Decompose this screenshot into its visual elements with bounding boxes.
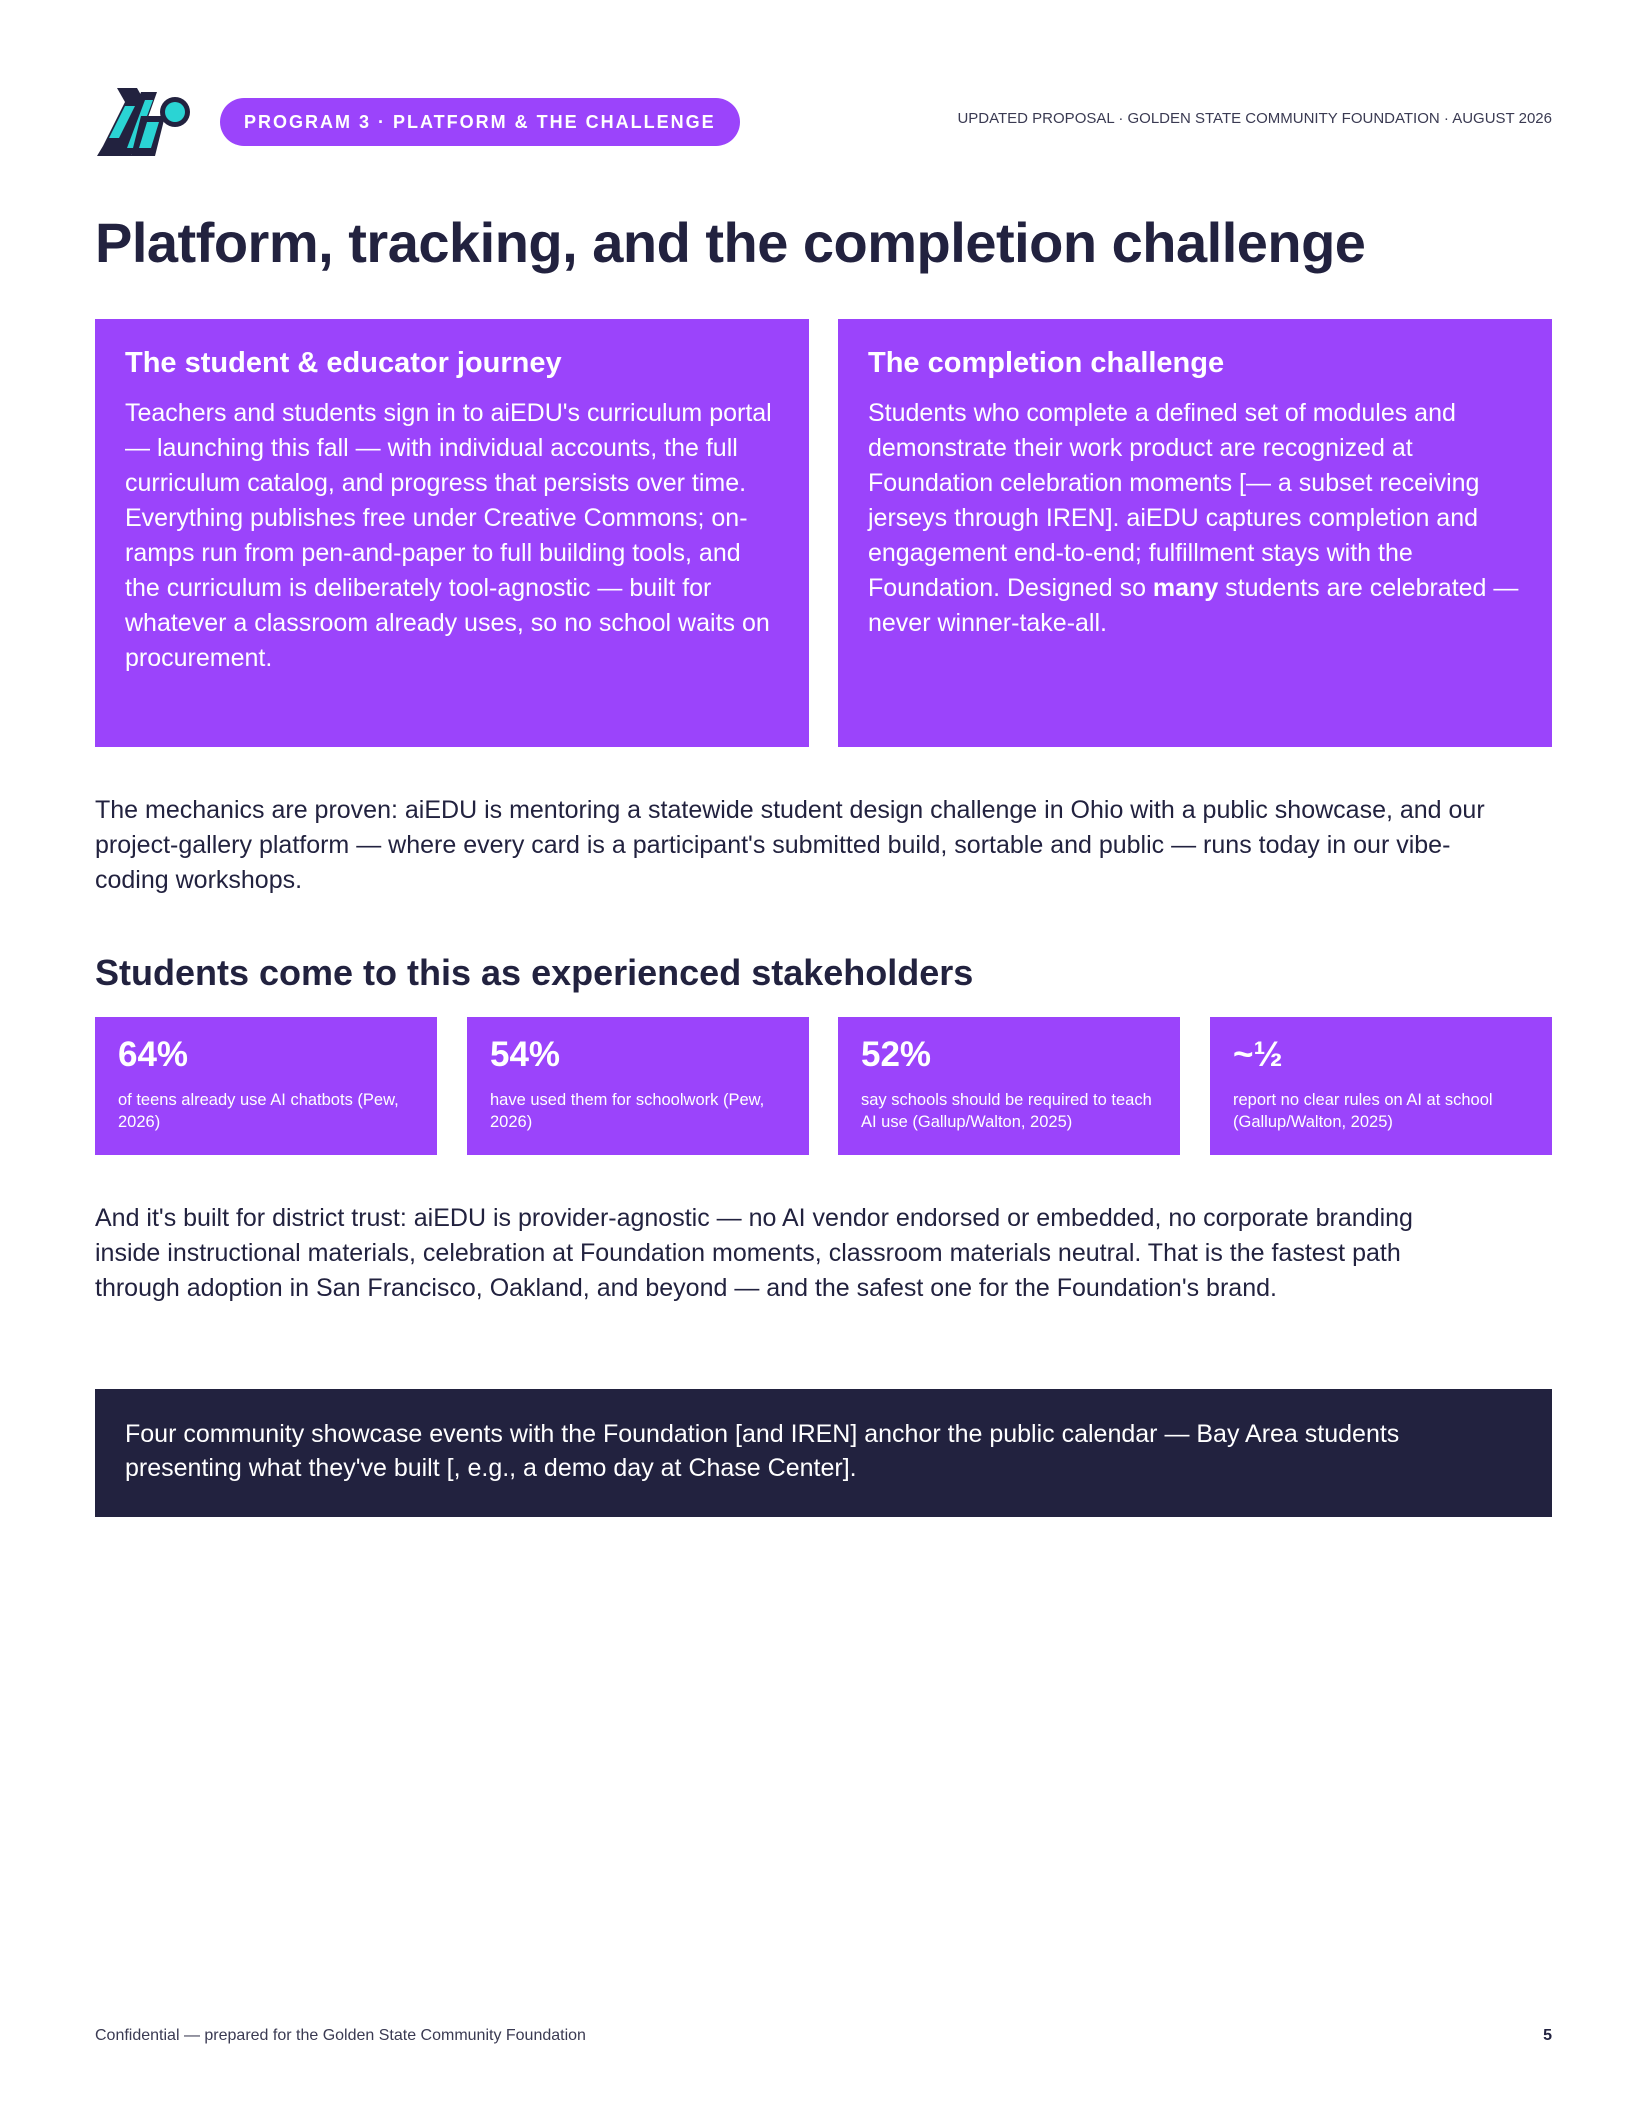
mechanics-paragraph: The mechanics are proven: aiEDU is mentoring a statewide student design challenge in Ohio with a public showcase, and our project-gallery platform — where every card is a participant's submitted build, sortable and public — runs today in our vibe-coding workshops.	[95, 796, 1485, 894]
stat-card	[467, 1017, 809, 1155]
stat-description: have used them for schoolwork (Pew, 2026)	[490, 1091, 765, 1131]
completion-card-heading: The completion challenge	[868, 347, 1225, 379]
completion-card	[838, 319, 1552, 747]
stat-card	[95, 1017, 437, 1155]
journey-card-text: Teachers and students sign in to aiEDU's curriculum portal — launching this fall — with individual accounts, the full curriculum catalog, and progress that persists over time. Everything publishes free under Creative Commons; on-ramps run from pen-and-paper to full building tools, and the curriculum is deliberately tool-agnostic — built for whatever a classroom already uses, so no school waits on procurement.	[125, 399, 772, 672]
footer-confidential: Confidential — prepared for the Golden State Community Foundation	[95, 2027, 586, 2044]
stat-card	[1210, 1017, 1552, 1155]
stat-description: of teens already use AI chatbots (Pew, 2026)	[118, 1091, 399, 1131]
page-header	[95, 86, 1552, 158]
showcase-callout: Four community showcase events with the Foundation [and IREN] anchor the public calendar — Bay Area students presenting what they've built [, e.g., a demo day at Chase Center].	[95, 1389, 1552, 1517]
stat-value: ~½	[1233, 1035, 1283, 1074]
stat-card	[838, 1017, 1180, 1155]
stat-value: 52%	[861, 1035, 932, 1074]
completion-card-text	[868, 396, 1522, 641]
stat-value: 64%	[118, 1035, 189, 1074]
stat-description: report no clear rules on AI at school (Gallup/Walton, 2025)	[1233, 1091, 1493, 1131]
journey-card-heading: The student & educator journey	[125, 347, 562, 379]
page-title: Platform, tracking, and the completion challenge	[95, 211, 1366, 274]
completion-text-part1: Students who complete a defined set of modules and demonstrate their work product are recognized at Foundation celebration moments [— a subset receiving jerseys through IREN]. aiEDU captures completion and engagement end-to-end; fulfillment stays with the Foundation. Designed so	[868, 399, 1480, 602]
page-number: 5	[1543, 2027, 1552, 2044]
document-meta: UPDATED PROPOSAL · GOLDEN STATE COMMUNITY FOUNDATION · AUGUST 2026	[957, 110, 1552, 127]
stakeholders-heading: Students come to this as experienced stakeholders	[95, 952, 974, 993]
page-footer	[95, 2027, 1552, 2045]
completion-text-emphasis: many	[1152, 574, 1219, 602]
aiedu-logo-icon	[95, 86, 191, 158]
completion-text-part2: students are celebrated — never winner-take-all.	[868, 574, 1519, 637]
section-tag: PROGRAM 3 · PLATFORM & THE CHALLENGE	[220, 98, 740, 146]
stat-value: 54%	[490, 1035, 561, 1074]
stat-description: say schools should be required to teach AI use (Gallup/Walton, 2025)	[861, 1091, 1152, 1131]
journey-card	[95, 319, 809, 747]
district-trust-paragraph: And it's built for district trust: aiEDU is provider-agnostic — no AI vendor endorsed or embedded, no corporate branding inside instructional materials, celebration at Foundation moments, classroom materials neutral. That is the fastest path through adoption in San Francisco, Oakland, and beyond — and the safest one for the Foundation's brand.	[95, 1204, 1413, 1302]
